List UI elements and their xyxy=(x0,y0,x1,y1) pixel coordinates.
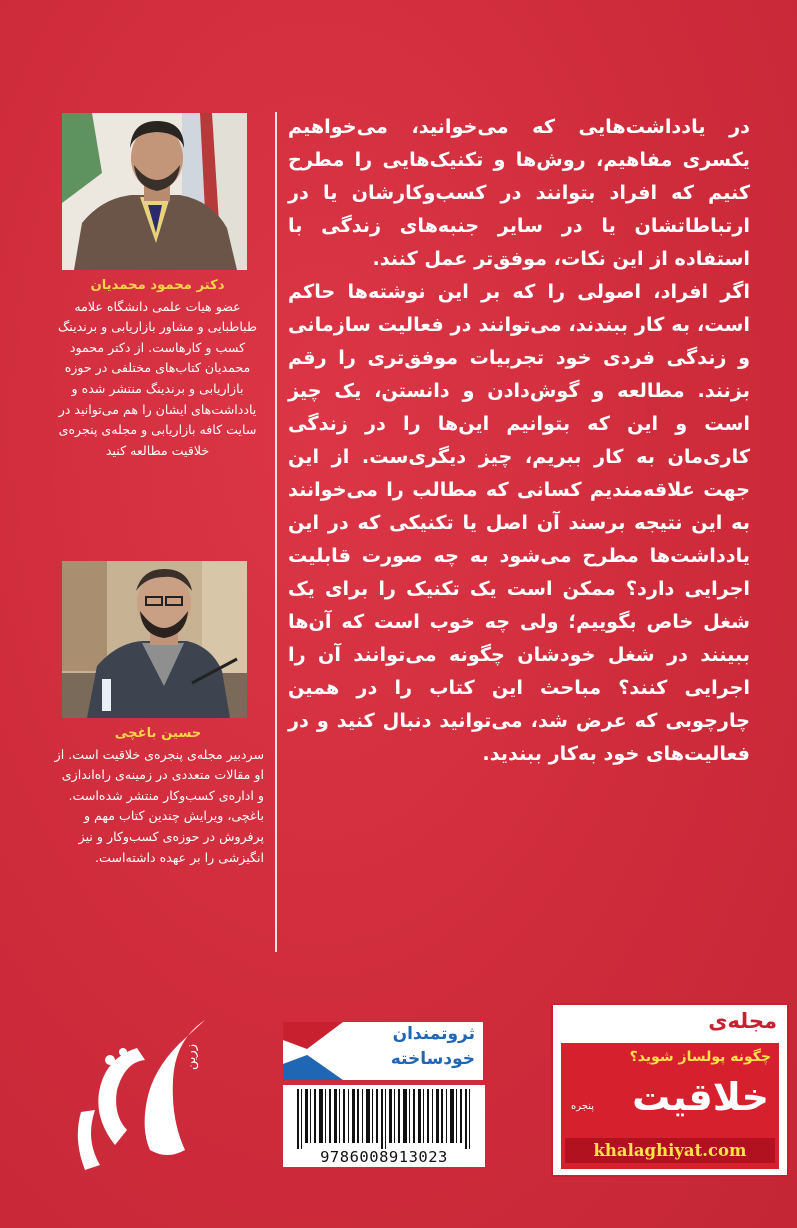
author2-name: حسین باغچی xyxy=(114,726,202,741)
magazine-panel xyxy=(561,1043,779,1169)
brand-logo xyxy=(55,1000,230,1180)
magazine-url[interactable]: khalaghiyat.com xyxy=(565,1138,775,1163)
barcode-icon xyxy=(283,1089,485,1151)
author2-photo xyxy=(62,561,247,718)
series-logo-top: ثروتمندان xyxy=(392,1024,475,1044)
author2-bio-text: سردبیر مجله‌ی پنجره‌ی خلاقیت است. از او مقالات متعددی در زمینه‌ی راه‌اندازی و اداره‌ی کسب‌وکار منتشر شده‌است. باغچی، ویرایش چندین کتاب مهم و پرفروش در حوزه‌ی کسب‌وکار و نیز انگیزشی را بر عهده داشته‌است. xyxy=(54,746,264,865)
magazine-question: چگونه پولساز شوید؟ xyxy=(629,1049,771,1065)
portrait-icon xyxy=(62,113,247,270)
author1-bio xyxy=(55,276,260,461)
column-divider xyxy=(275,112,277,952)
brand-logo-icon xyxy=(55,1000,230,1180)
main-text xyxy=(288,110,750,770)
magazine-header: مجله‌ی xyxy=(708,1009,777,1033)
paragraph-2: اگر افراد، اصولی را که بر این نوشته‌ها حاکم است، به کار ببندند، می‌توانند در فعالیت سازمانی و زندگی فردی خود تجربیات موفق‌تری را رقم بزنند. مطالعه و گوش‌دادن و دانستن، یک چیز است و این که بتوانیم این‌ها را در زندگی کاری‌مان به کار ببریم، چیز دیگری‌ست. از این جهت علاقه‌مندیم کسانی که مطالب را می‌خوانند به این نتیجه برسند آن اصل یا تکنیکی که در این یادداشت‌ها مطرح می‌شود به چه صورت قابلیت اجرایی دارد؟ ممکن است یک تکنیک را برای یک شغل خاص بگوییم؛ ولی چه خوب است که آن‌ها ببینند در شغل خودشان چگونه می‌توانند آن را اجرایی کنند؟ مباحث این کتاب را در همین چارچوبی که عرض شد، می‌توانید دنبال کنید و در فعالیت‌های خود به‌کار ببندید. xyxy=(288,280,750,765)
series-logo-icon xyxy=(283,1022,343,1080)
svg-text:زرین: زرین xyxy=(184,1043,199,1070)
author2-bio xyxy=(52,724,264,868)
author1-photo xyxy=(62,113,247,270)
barcode-number: 9786008913023 xyxy=(320,1148,448,1166)
author1-bio-text: عضو هیات علمی دانشگاه علامه طباطبایی و مشاور بازاریابی و برندینگ کسب و کارهاست. از دکتر محمود محمدیان کتاب‌های مختلفی در حوزه بازاریابی و برندینگ منتشر شده و یادداشت‌های ایشان را هم می‌توانید در سایت کافه بازاریابی و مجله‌ی پنجره‌ی خلاقیت مطالعه کنید xyxy=(58,298,257,458)
series-logo xyxy=(283,1022,483,1080)
magazine-ad xyxy=(551,1003,789,1177)
series-logo-bottom: خودساخته xyxy=(390,1049,475,1069)
barcode xyxy=(283,1085,485,1167)
magazine-title: خلاقیت xyxy=(632,1075,769,1119)
magazine-small: پنجره xyxy=(571,1101,595,1112)
portrait-icon xyxy=(62,561,247,718)
author1-name: دکتر محمود محمدیان xyxy=(90,278,225,293)
paragraph-1: در یادداشت‌هایی که می‌خوانید، می‌خواهیم یکسری مفاهیم، روش‌ها و تکنیک‌هایی را مطرح کنیم که افراد بتوانند در کسب‌وکارشان یا در ارتباطاتشان یا در سایر جنبه‌های زندگی با استفاده از این نکات، موفق‌تر عمل کنند. xyxy=(288,115,750,270)
